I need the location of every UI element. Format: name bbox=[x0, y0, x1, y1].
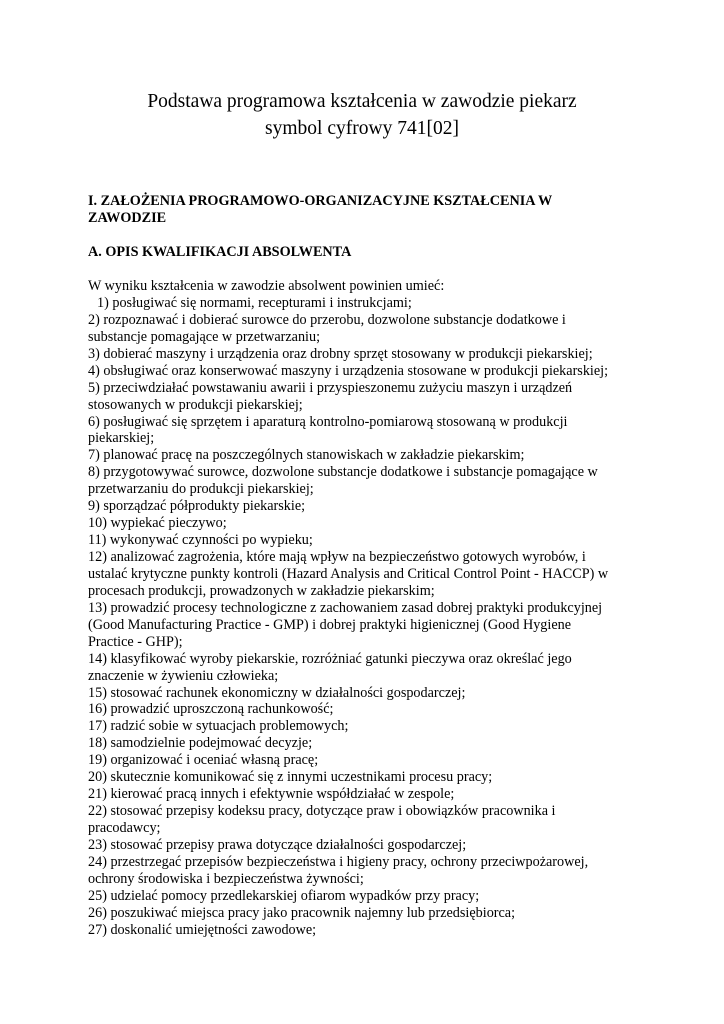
list-line: 13) prowadzić procesy technologiczne z zachowaniem zasad dobrej praktyki produkcyjnej bbox=[88, 599, 603, 616]
list-line: 18) samodzielnie podejmować decyzje; bbox=[88, 735, 313, 752]
section-heading-line-1: I. ZAŁOŻENIA PROGRAMOWO-ORGANIZACYJNE KSZTAŁCENIA W bbox=[88, 193, 553, 209]
list-line: pracodawcy; bbox=[88, 820, 161, 836]
list-line: substancje pomagające w przetwarzaniu; bbox=[88, 328, 321, 345]
list-line: 3) dobierać maszyny i urządzenia oraz drobny sprzęt stosowany w produkcji piekarskiej; bbox=[88, 345, 593, 362]
list-line: przetwarzaniu do produkcji piekarskiej; bbox=[88, 481, 314, 498]
list-line: procesach produkcji, prowadzonych w zakładzie piekarskim; bbox=[88, 582, 435, 599]
list-line: (Good Manufacturing Practice - GMP) i dobrej praktyki higienicznej (Good Hygiene bbox=[88, 616, 572, 633]
document-title bbox=[0, 88, 724, 142]
list-line: 22) stosować przepisy kodeksu pracy, dotyczące praw i obowiązków pracownika i bbox=[88, 803, 556, 820]
list-line: 1) posługiwać się normami, recepturami i instrukcjami; bbox=[97, 294, 412, 311]
intro-text: W wyniku kształcenia w zawodzie absolwent powinien umieć: bbox=[88, 278, 445, 294]
list-line: 5) przeciwdziałać powstawaniu awarii i przyspieszonemu zużyciu maszyn i urządzeń bbox=[88, 379, 573, 396]
list-line: Practice - GHP); bbox=[88, 633, 183, 650]
list-line: stosowanych w produkcji piekarskiej; bbox=[88, 396, 303, 413]
list-line: 19) organizować i oceniać własną pracę; bbox=[88, 752, 319, 769]
qualification-list bbox=[88, 278, 648, 939]
list-line: 2) rozpoznawać i dobierać surowce do przerobu, dozwolone substancje dodatkowe i bbox=[88, 311, 566, 328]
title-line-2: symbol cyfrowy 741[02] bbox=[265, 118, 459, 139]
list-line: 16) prowadzić uproszczoną rachunkowość; bbox=[88, 701, 334, 718]
list-line: ustalać krytyczne punkty kontroli (Hazard Analysis and Critical Control Point - HACCP) w bbox=[88, 565, 609, 582]
section-heading-line-2: ZAWODZIE bbox=[88, 210, 167, 226]
list-line: 10) wypiekać pieczywo; bbox=[88, 515, 227, 532]
title-line-1: Podstawa programowa kształcenia w zawodzie piekarz bbox=[147, 91, 577, 112]
list-line: 25) udzielać pomocy przedlekarskiej ofiarom wypadków przy pracy; bbox=[88, 887, 480, 904]
list-line: 14) klasyfikować wyroby piekarskie, rozróżniać gatunki pieczywa oraz określać jego bbox=[88, 650, 572, 667]
list-line: 23) stosować przepisy prawa dotyczące działalności gospodarczej; bbox=[88, 836, 467, 853]
list-line: 20) skutecznie komunikować się z innymi uczestnikami procesu pracy; bbox=[88, 769, 493, 786]
list-line: 24) przestrzegać przepisów bezpieczeństwa i higieny pracy, ochrony przeciwpożarowej, bbox=[88, 853, 589, 870]
list-line: 4) obsługiwać oraz konserwować maszyny i urządzenia stosowane w produkcji piekarskiej; bbox=[88, 362, 609, 379]
list-line: 8) przygotowywać surowce, dozwolone substancje dodatkowe i substancje pomagające w bbox=[88, 464, 598, 481]
subsection-heading: A. OPIS KWALIFIKACJI ABSOLWENTA bbox=[88, 244, 352, 260]
list-line: 9) sporządzać półprodukty piekarskie; bbox=[88, 498, 306, 515]
list-line: 6) posługiwać się sprzętem i aparaturą kontrolno-pomiarową stosowaną w produkcji bbox=[88, 413, 568, 430]
list-line: ochrony środowiska i bezpieczeństwa żywności; bbox=[88, 870, 364, 887]
list-line: 7) planować pracę na poszczególnych stanowiskach w zakładzie piekarskim; bbox=[88, 447, 525, 464]
list-line: znaczenie w żywieniu człowieka; bbox=[88, 667, 279, 684]
list-line: 11) wykonywać czynności po wypieku; bbox=[88, 532, 313, 549]
list-line: 27) doskonalić umiejętności zawodowe; bbox=[88, 921, 317, 938]
list-line: piekarskiej; bbox=[88, 430, 155, 447]
list-line: 21) kierować pracą innych i efektywnie współdziałać w zespole; bbox=[88, 786, 455, 803]
list-line: 17) radzić sobie w sytuacjach problemowych; bbox=[88, 718, 349, 735]
list-line: 15) stosować rachunek ekonomiczny w działalności gospodarczej; bbox=[88, 684, 466, 701]
list-line: 26) poszukiwać miejsca pracy jako pracownik najemny lub przedsiębiorca; bbox=[88, 904, 516, 921]
list-line: 12) analizować zagrożenia, które mają wpływ na bezpieczeństwo gotowych wyrobów, i bbox=[88, 549, 586, 565]
section-heading bbox=[88, 193, 648, 227]
